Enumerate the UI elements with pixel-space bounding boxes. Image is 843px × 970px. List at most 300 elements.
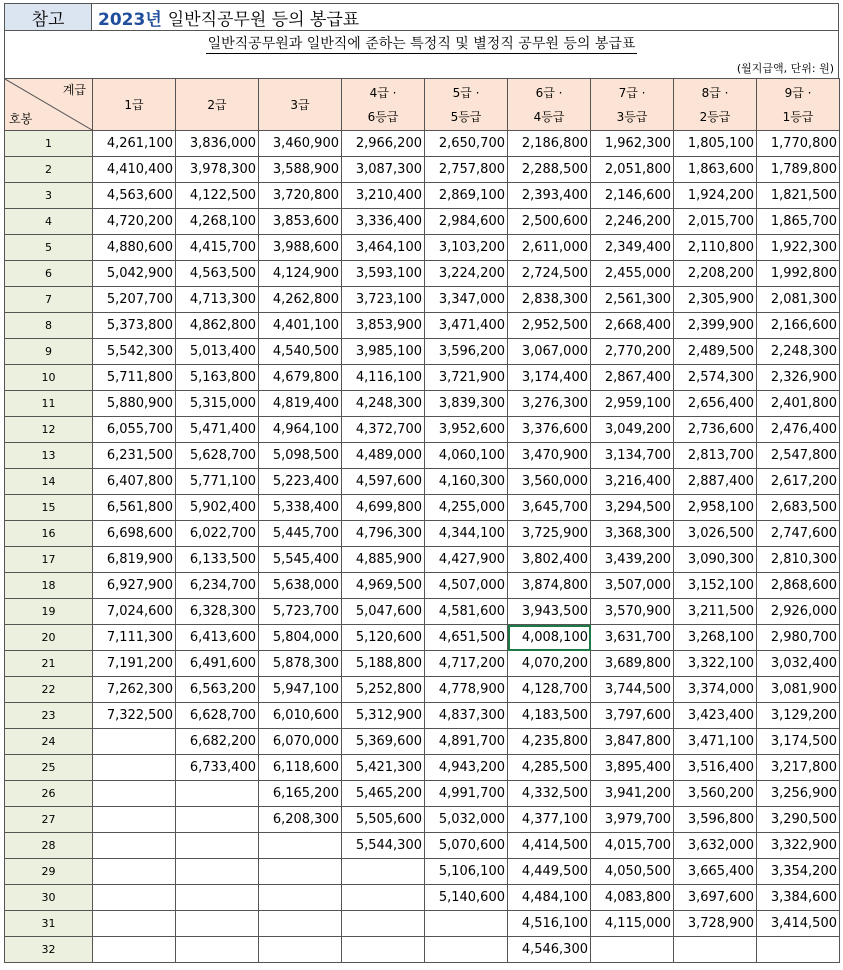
step-cell[interactable]: 5 bbox=[5, 235, 93, 261]
step-cell[interactable]: 16 bbox=[5, 521, 93, 547]
salary-cell[interactable]: 4,699,800 bbox=[342, 495, 425, 521]
salary-cell[interactable]: 2,650,700 bbox=[425, 131, 508, 157]
salary-cell[interactable]: 4,796,300 bbox=[342, 521, 425, 547]
salary-cell[interactable]: 4,122,500 bbox=[176, 183, 259, 209]
salary-cell[interactable]: 3,211,500 bbox=[674, 599, 757, 625]
salary-cell[interactable]: 3,216,400 bbox=[591, 469, 674, 495]
salary-cell[interactable]: 3,336,400 bbox=[342, 209, 425, 235]
salary-cell[interactable]: 6,010,600 bbox=[259, 703, 342, 729]
salary-cell[interactable]: 5,771,100 bbox=[176, 469, 259, 495]
salary-cell[interactable] bbox=[93, 729, 176, 755]
salary-cell[interactable]: 3,368,300 bbox=[591, 521, 674, 547]
step-cell[interactable]: 31 bbox=[5, 911, 93, 937]
salary-cell[interactable]: 5,373,800 bbox=[93, 313, 176, 339]
salary-cell[interactable]: 6,698,600 bbox=[93, 521, 176, 547]
salary-cell[interactable]: 4,679,800 bbox=[259, 365, 342, 391]
salary-cell[interactable]: 5,312,900 bbox=[342, 703, 425, 729]
salary-cell[interactable]: 4,581,600 bbox=[425, 599, 508, 625]
salary-cell[interactable]: 5,315,000 bbox=[176, 391, 259, 417]
salary-cell[interactable]: 3,414,500 bbox=[757, 911, 840, 937]
salary-cell[interactable]: 3,895,400 bbox=[591, 755, 674, 781]
salary-cell[interactable]: 2,810,300 bbox=[757, 547, 840, 573]
salary-cell[interactable]: 3,802,400 bbox=[508, 547, 591, 573]
step-cell[interactable]: 2 bbox=[5, 157, 93, 183]
salary-cell[interactable]: 4,285,500 bbox=[508, 755, 591, 781]
salary-cell[interactable] bbox=[342, 937, 425, 963]
salary-cell[interactable]: 2,747,600 bbox=[757, 521, 840, 547]
step-cell[interactable]: 8 bbox=[5, 313, 93, 339]
salary-cell[interactable]: 4,540,500 bbox=[259, 339, 342, 365]
salary-cell[interactable]: 2,952,500 bbox=[508, 313, 591, 339]
salary-cell[interactable]: 7,191,200 bbox=[93, 651, 176, 677]
salary-cell[interactable]: 5,545,400 bbox=[259, 547, 342, 573]
salary-cell[interactable]: 1,922,300 bbox=[757, 235, 840, 261]
salary-cell[interactable]: 2,959,100 bbox=[591, 391, 674, 417]
salary-cell[interactable]: 3,744,500 bbox=[591, 677, 674, 703]
salary-cell[interactable]: 4,449,500 bbox=[508, 859, 591, 885]
salary-cell[interactable]: 6,682,200 bbox=[176, 729, 259, 755]
step-cell[interactable]: 32 bbox=[5, 937, 93, 963]
salary-cell[interactable]: 5,723,700 bbox=[259, 599, 342, 625]
salary-cell[interactable]: 5,106,100 bbox=[425, 859, 508, 885]
salary-cell[interactable]: 5,120,600 bbox=[342, 625, 425, 651]
salary-cell[interactable]: 5,947,100 bbox=[259, 677, 342, 703]
step-cell[interactable]: 19 bbox=[5, 599, 93, 625]
salary-cell[interactable]: 3,460,900 bbox=[259, 131, 342, 157]
step-cell[interactable]: 14 bbox=[5, 469, 93, 495]
salary-cell[interactable]: 3,152,100 bbox=[674, 573, 757, 599]
salary-cell[interactable]: 5,544,300 bbox=[342, 833, 425, 859]
salary-cell[interactable]: 4,991,700 bbox=[425, 781, 508, 807]
salary-cell[interactable]: 3,256,900 bbox=[757, 781, 840, 807]
salary-cell[interactable]: 6,733,400 bbox=[176, 755, 259, 781]
salary-cell[interactable] bbox=[259, 885, 342, 911]
step-cell[interactable]: 1 bbox=[5, 131, 93, 157]
salary-cell[interactable]: 5,638,000 bbox=[259, 573, 342, 599]
salary-cell[interactable]: 2,869,100 bbox=[425, 183, 508, 209]
step-cell[interactable]: 24 bbox=[5, 729, 93, 755]
salary-cell[interactable]: 6,231,500 bbox=[93, 443, 176, 469]
salary-cell[interactable]: 3,952,600 bbox=[425, 417, 508, 443]
salary-cell[interactable]: 4,160,300 bbox=[425, 469, 508, 495]
salary-cell[interactable]: 2,399,900 bbox=[674, 313, 757, 339]
salary-cell[interactable]: 4,344,100 bbox=[425, 521, 508, 547]
salary-cell[interactable]: 4,717,200 bbox=[425, 651, 508, 677]
salary-cell[interactable]: 5,880,900 bbox=[93, 391, 176, 417]
salary-cell[interactable]: 4,060,100 bbox=[425, 443, 508, 469]
salary-cell[interactable]: 7,322,500 bbox=[93, 703, 176, 729]
salary-cell[interactable]: 2,611,000 bbox=[508, 235, 591, 261]
salary-cell[interactable]: 3,174,500 bbox=[757, 729, 840, 755]
salary-cell[interactable]: 3,471,100 bbox=[674, 729, 757, 755]
salary-cell[interactable]: 4,124,900 bbox=[259, 261, 342, 287]
salary-cell[interactable]: 3,978,300 bbox=[176, 157, 259, 183]
salary-cell[interactable]: 4,819,400 bbox=[259, 391, 342, 417]
salary-cell[interactable]: 5,070,600 bbox=[425, 833, 508, 859]
salary-cell[interactable]: 4,885,900 bbox=[342, 547, 425, 573]
salary-cell[interactable]: 4,427,900 bbox=[425, 547, 508, 573]
salary-cell[interactable]: 2,146,600 bbox=[591, 183, 674, 209]
salary-cell[interactable]: 3,689,800 bbox=[591, 651, 674, 677]
salary-cell[interactable]: 2,288,500 bbox=[508, 157, 591, 183]
salary-cell[interactable]: 2,500,600 bbox=[508, 209, 591, 235]
salary-cell[interactable]: 3,210,400 bbox=[342, 183, 425, 209]
salary-cell[interactable]: 3,570,900 bbox=[591, 599, 674, 625]
salary-cell[interactable]: 4,516,100 bbox=[508, 911, 591, 937]
salary-cell[interactable]: 4,255,000 bbox=[425, 495, 508, 521]
salary-cell[interactable]: 3,874,800 bbox=[508, 573, 591, 599]
salary-cell[interactable]: 4,083,800 bbox=[591, 885, 674, 911]
salary-cell[interactable]: 2,574,300 bbox=[674, 365, 757, 391]
salary-cell[interactable]: 3,632,000 bbox=[674, 833, 757, 859]
salary-cell[interactable]: 6,628,700 bbox=[176, 703, 259, 729]
salary-cell[interactable]: 3,134,700 bbox=[591, 443, 674, 469]
salary-cell[interactable]: 6,055,700 bbox=[93, 417, 176, 443]
salary-cell[interactable]: 6,407,800 bbox=[93, 469, 176, 495]
salary-cell[interactable] bbox=[93, 807, 176, 833]
salary-cell[interactable]: 4,248,300 bbox=[342, 391, 425, 417]
salary-cell[interactable]: 5,013,400 bbox=[176, 339, 259, 365]
salary-cell[interactable] bbox=[176, 885, 259, 911]
salary-cell[interactable]: 3,174,400 bbox=[508, 365, 591, 391]
salary-cell[interactable]: 6,022,700 bbox=[176, 521, 259, 547]
salary-cell[interactable]: 4,262,800 bbox=[259, 287, 342, 313]
salary-cell[interactable]: 6,133,500 bbox=[176, 547, 259, 573]
salary-cell[interactable]: 6,328,300 bbox=[176, 599, 259, 625]
salary-cell[interactable]: 2,393,400 bbox=[508, 183, 591, 209]
salary-cell[interactable] bbox=[425, 911, 508, 937]
step-cell[interactable]: 27 bbox=[5, 807, 93, 833]
salary-cell[interactable] bbox=[342, 885, 425, 911]
salary-cell[interactable]: 3,593,100 bbox=[342, 261, 425, 287]
salary-cell[interactable]: 3,665,400 bbox=[674, 859, 757, 885]
step-cell[interactable]: 12 bbox=[5, 417, 93, 443]
salary-cell[interactable]: 5,369,600 bbox=[342, 729, 425, 755]
salary-cell[interactable]: 4,332,500 bbox=[508, 781, 591, 807]
salary-cell[interactable]: 2,051,800 bbox=[591, 157, 674, 183]
step-cell[interactable]: 29 bbox=[5, 859, 93, 885]
salary-cell[interactable]: 2,547,800 bbox=[757, 443, 840, 469]
salary-cell[interactable]: 3,596,200 bbox=[425, 339, 508, 365]
step-cell[interactable]: 17 bbox=[5, 547, 93, 573]
salary-cell[interactable]: 2,770,200 bbox=[591, 339, 674, 365]
salary-cell[interactable]: 2,186,800 bbox=[508, 131, 591, 157]
salary-cell[interactable]: 4,183,500 bbox=[508, 703, 591, 729]
salary-cell[interactable]: 4,115,000 bbox=[591, 911, 674, 937]
salary-cell[interactable]: 4,969,500 bbox=[342, 573, 425, 599]
salary-cell[interactable] bbox=[176, 911, 259, 937]
salary-cell[interactable]: 4,563,600 bbox=[93, 183, 176, 209]
step-cell[interactable]: 11 bbox=[5, 391, 93, 417]
salary-cell[interactable] bbox=[93, 885, 176, 911]
salary-cell[interactable]: 3,979,700 bbox=[591, 807, 674, 833]
salary-cell[interactable] bbox=[259, 859, 342, 885]
salary-cell[interactable]: 5,445,700 bbox=[259, 521, 342, 547]
salary-cell[interactable]: 3,322,900 bbox=[757, 833, 840, 859]
step-cell[interactable]: 21 bbox=[5, 651, 93, 677]
salary-cell[interactable]: 5,711,800 bbox=[93, 365, 176, 391]
salary-cell[interactable]: 6,165,200 bbox=[259, 781, 342, 807]
salary-cell[interactable]: 3,853,900 bbox=[342, 313, 425, 339]
salary-cell[interactable] bbox=[176, 937, 259, 963]
salary-cell[interactable]: 4,651,500 bbox=[425, 625, 508, 651]
salary-cell[interactable]: 3,103,200 bbox=[425, 235, 508, 261]
salary-cell[interactable]: 4,008,100 bbox=[508, 625, 591, 651]
salary-cell[interactable]: 5,163,800 bbox=[176, 365, 259, 391]
salary-cell[interactable]: 2,724,500 bbox=[508, 261, 591, 287]
salary-cell[interactable] bbox=[93, 755, 176, 781]
salary-cell[interactable]: 3,723,100 bbox=[342, 287, 425, 313]
salary-cell[interactable]: 2,015,700 bbox=[674, 209, 757, 235]
salary-cell[interactable]: 5,140,600 bbox=[425, 885, 508, 911]
salary-cell[interactable]: 3,631,700 bbox=[591, 625, 674, 651]
salary-cell[interactable]: 1,992,800 bbox=[757, 261, 840, 287]
salary-cell[interactable]: 4,837,300 bbox=[425, 703, 508, 729]
salary-cell[interactable]: 6,118,600 bbox=[259, 755, 342, 781]
salary-cell[interactable]: 5,032,000 bbox=[425, 807, 508, 833]
salary-cell[interactable]: 3,294,500 bbox=[591, 495, 674, 521]
step-cell[interactable]: 13 bbox=[5, 443, 93, 469]
salary-cell[interactable]: 5,207,700 bbox=[93, 287, 176, 313]
salary-cell[interactable]: 4,489,000 bbox=[342, 443, 425, 469]
salary-cell[interactable]: 3,423,400 bbox=[674, 703, 757, 729]
salary-cell[interactable]: 3,217,800 bbox=[757, 755, 840, 781]
salary-cell[interactable]: 3,276,300 bbox=[508, 391, 591, 417]
step-cell[interactable]: 26 bbox=[5, 781, 93, 807]
salary-cell[interactable]: 5,628,700 bbox=[176, 443, 259, 469]
salary-cell[interactable]: 5,098,500 bbox=[259, 443, 342, 469]
salary-cell[interactable]: 5,471,400 bbox=[176, 417, 259, 443]
salary-cell[interactable]: 2,081,300 bbox=[757, 287, 840, 313]
salary-cell[interactable]: 3,697,600 bbox=[674, 885, 757, 911]
salary-cell[interactable]: 3,720,800 bbox=[259, 183, 342, 209]
salary-cell[interactable]: 2,401,800 bbox=[757, 391, 840, 417]
salary-cell[interactable]: 2,980,700 bbox=[757, 625, 840, 651]
salary-cell[interactable] bbox=[176, 781, 259, 807]
salary-cell[interactable] bbox=[342, 911, 425, 937]
salary-cell[interactable]: 3,464,100 bbox=[342, 235, 425, 261]
salary-cell[interactable]: 3,988,600 bbox=[259, 235, 342, 261]
salary-cell[interactable]: 3,728,900 bbox=[674, 911, 757, 937]
salary-cell[interactable]: 2,966,200 bbox=[342, 131, 425, 157]
step-cell[interactable]: 28 bbox=[5, 833, 93, 859]
salary-cell[interactable]: 6,234,700 bbox=[176, 573, 259, 599]
salary-cell[interactable]: 2,248,300 bbox=[757, 339, 840, 365]
salary-cell[interactable]: 4,891,700 bbox=[425, 729, 508, 755]
salary-cell[interactable]: 4,414,500 bbox=[508, 833, 591, 859]
salary-cell[interactable]: 1,770,800 bbox=[757, 131, 840, 157]
step-cell[interactable]: 30 bbox=[5, 885, 93, 911]
salary-cell[interactable]: 6,819,900 bbox=[93, 547, 176, 573]
salary-cell[interactable]: 3,507,000 bbox=[591, 573, 674, 599]
salary-cell[interactable]: 3,087,300 bbox=[342, 157, 425, 183]
salary-cell[interactable]: 3,471,400 bbox=[425, 313, 508, 339]
salary-cell[interactable]: 3,725,900 bbox=[508, 521, 591, 547]
salary-cell[interactable]: 3,645,700 bbox=[508, 495, 591, 521]
salary-cell[interactable]: 1,865,700 bbox=[757, 209, 840, 235]
step-cell[interactable]: 3 bbox=[5, 183, 93, 209]
salary-cell[interactable]: 3,224,200 bbox=[425, 261, 508, 287]
salary-cell[interactable]: 3,081,900 bbox=[757, 677, 840, 703]
salary-cell[interactable]: 2,813,700 bbox=[674, 443, 757, 469]
salary-cell[interactable]: 2,838,300 bbox=[508, 287, 591, 313]
salary-cell[interactable]: 4,597,600 bbox=[342, 469, 425, 495]
salary-cell[interactable] bbox=[93, 833, 176, 859]
salary-cell[interactable]: 1,789,800 bbox=[757, 157, 840, 183]
salary-cell[interactable]: 2,683,500 bbox=[757, 495, 840, 521]
salary-cell[interactable]: 5,878,300 bbox=[259, 651, 342, 677]
salary-cell[interactable]: 2,489,500 bbox=[674, 339, 757, 365]
salary-cell[interactable]: 5,338,400 bbox=[259, 495, 342, 521]
step-cell[interactable]: 6 bbox=[5, 261, 93, 287]
salary-cell[interactable]: 1,962,300 bbox=[591, 131, 674, 157]
salary-cell[interactable]: 2,984,600 bbox=[425, 209, 508, 235]
salary-cell[interactable]: 4,268,100 bbox=[176, 209, 259, 235]
salary-cell[interactable]: 4,372,700 bbox=[342, 417, 425, 443]
salary-cell[interactable]: 3,268,100 bbox=[674, 625, 757, 651]
salary-cell[interactable] bbox=[176, 859, 259, 885]
salary-cell[interactable]: 5,542,300 bbox=[93, 339, 176, 365]
salary-cell[interactable]: 4,713,300 bbox=[176, 287, 259, 313]
salary-cell[interactable]: 3,384,600 bbox=[757, 885, 840, 911]
salary-cell[interactable]: 3,090,300 bbox=[674, 547, 757, 573]
salary-cell[interactable]: 3,516,400 bbox=[674, 755, 757, 781]
salary-cell[interactable]: 5,188,800 bbox=[342, 651, 425, 677]
step-cell[interactable]: 23 bbox=[5, 703, 93, 729]
salary-cell[interactable]: 1,821,500 bbox=[757, 183, 840, 209]
salary-cell[interactable]: 4,507,000 bbox=[425, 573, 508, 599]
salary-cell[interactable]: 5,804,000 bbox=[259, 625, 342, 651]
salary-cell[interactable]: 3,985,100 bbox=[342, 339, 425, 365]
salary-cell[interactable]: 3,797,600 bbox=[591, 703, 674, 729]
salary-cell[interactable]: 5,505,600 bbox=[342, 807, 425, 833]
salary-cell[interactable]: 4,563,500 bbox=[176, 261, 259, 287]
salary-cell[interactable]: 2,476,400 bbox=[757, 417, 840, 443]
salary-cell[interactable] bbox=[342, 859, 425, 885]
salary-cell[interactable]: 6,413,600 bbox=[176, 625, 259, 651]
salary-cell[interactable]: 4,116,100 bbox=[342, 365, 425, 391]
salary-cell[interactable]: 4,070,200 bbox=[508, 651, 591, 677]
salary-cell[interactable] bbox=[93, 781, 176, 807]
salary-cell[interactable]: 6,208,300 bbox=[259, 807, 342, 833]
salary-cell[interactable]: 4,410,400 bbox=[93, 157, 176, 183]
salary-cell[interactable]: 3,026,500 bbox=[674, 521, 757, 547]
salary-cell[interactable]: 2,208,200 bbox=[674, 261, 757, 287]
salary-cell[interactable] bbox=[259, 911, 342, 937]
step-cell[interactable]: 20 bbox=[5, 625, 93, 651]
salary-cell[interactable]: 3,376,600 bbox=[508, 417, 591, 443]
salary-cell[interactable]: 2,617,200 bbox=[757, 469, 840, 495]
salary-cell[interactable]: 2,887,400 bbox=[674, 469, 757, 495]
step-cell[interactable]: 4 bbox=[5, 209, 93, 235]
salary-cell[interactable]: 2,246,200 bbox=[591, 209, 674, 235]
step-cell[interactable]: 7 bbox=[5, 287, 93, 313]
salary-cell[interactable]: 3,560,000 bbox=[508, 469, 591, 495]
salary-cell[interactable]: 4,261,100 bbox=[93, 131, 176, 157]
salary-cell[interactable]: 4,778,900 bbox=[425, 677, 508, 703]
salary-cell[interactable]: 3,290,500 bbox=[757, 807, 840, 833]
salary-cell[interactable] bbox=[93, 937, 176, 963]
salary-cell[interactable] bbox=[259, 833, 342, 859]
step-cell[interactable]: 10 bbox=[5, 365, 93, 391]
salary-cell[interactable]: 3,374,000 bbox=[674, 677, 757, 703]
salary-cell[interactable]: 3,596,800 bbox=[674, 807, 757, 833]
salary-cell[interactable]: 5,042,900 bbox=[93, 261, 176, 287]
salary-cell[interactable]: 3,560,200 bbox=[674, 781, 757, 807]
step-cell[interactable]: 25 bbox=[5, 755, 93, 781]
salary-cell[interactable]: 2,305,900 bbox=[674, 287, 757, 313]
step-cell[interactable]: 15 bbox=[5, 495, 93, 521]
salary-cell[interactable]: 5,421,300 bbox=[342, 755, 425, 781]
salary-cell[interactable]: 3,129,200 bbox=[757, 703, 840, 729]
salary-cell[interactable]: 2,326,900 bbox=[757, 365, 840, 391]
salary-cell[interactable]: 3,322,100 bbox=[674, 651, 757, 677]
salary-cell[interactable]: 1,924,200 bbox=[674, 183, 757, 209]
salary-cell[interactable]: 2,926,000 bbox=[757, 599, 840, 625]
salary-cell[interactable]: 3,049,200 bbox=[591, 417, 674, 443]
salary-cell[interactable] bbox=[591, 937, 674, 963]
salary-cell[interactable]: 6,491,600 bbox=[176, 651, 259, 677]
salary-cell[interactable]: 2,166,600 bbox=[757, 313, 840, 339]
salary-cell[interactable]: 4,377,100 bbox=[508, 807, 591, 833]
salary-cell[interactable] bbox=[93, 859, 176, 885]
salary-cell[interactable]: 4,720,200 bbox=[93, 209, 176, 235]
salary-cell[interactable]: 4,050,500 bbox=[591, 859, 674, 885]
salary-cell[interactable]: 4,546,300 bbox=[508, 937, 591, 963]
salary-cell[interactable]: 6,563,200 bbox=[176, 677, 259, 703]
salary-cell[interactable]: 4,880,600 bbox=[93, 235, 176, 261]
salary-cell[interactable]: 2,561,300 bbox=[591, 287, 674, 313]
salary-cell[interactable]: 2,757,800 bbox=[425, 157, 508, 183]
salary-cell[interactable]: 4,943,200 bbox=[425, 755, 508, 781]
salary-cell[interactable]: 7,111,300 bbox=[93, 625, 176, 651]
salary-cell[interactable]: 4,015,700 bbox=[591, 833, 674, 859]
salary-cell[interactable]: 5,223,400 bbox=[259, 469, 342, 495]
salary-cell[interactable]: 2,958,100 bbox=[674, 495, 757, 521]
salary-cell[interactable]: 3,470,900 bbox=[508, 443, 591, 469]
salary-cell[interactable] bbox=[425, 937, 508, 963]
step-cell[interactable]: 22 bbox=[5, 677, 93, 703]
salary-cell[interactable]: 1,863,600 bbox=[674, 157, 757, 183]
salary-cell[interactable]: 2,867,400 bbox=[591, 365, 674, 391]
salary-cell[interactable]: 3,853,600 bbox=[259, 209, 342, 235]
salary-cell[interactable]: 2,668,400 bbox=[591, 313, 674, 339]
salary-cell[interactable]: 6,070,000 bbox=[259, 729, 342, 755]
salary-cell[interactable]: 3,941,200 bbox=[591, 781, 674, 807]
salary-cell[interactable]: 3,943,500 bbox=[508, 599, 591, 625]
salary-cell[interactable]: 4,401,100 bbox=[259, 313, 342, 339]
salary-cell[interactable]: 4,235,800 bbox=[508, 729, 591, 755]
salary-cell[interactable]: 3,847,800 bbox=[591, 729, 674, 755]
step-cell[interactable]: 18 bbox=[5, 573, 93, 599]
salary-cell[interactable]: 5,047,600 bbox=[342, 599, 425, 625]
salary-cell[interactable]: 7,024,600 bbox=[93, 599, 176, 625]
salary-cell[interactable]: 4,128,700 bbox=[508, 677, 591, 703]
salary-cell[interactable]: 7,262,300 bbox=[93, 677, 176, 703]
salary-cell[interactable] bbox=[259, 937, 342, 963]
salary-cell[interactable]: 4,484,100 bbox=[508, 885, 591, 911]
salary-cell[interactable]: 5,465,200 bbox=[342, 781, 425, 807]
salary-cell[interactable] bbox=[757, 937, 840, 963]
salary-cell[interactable]: 2,868,600 bbox=[757, 573, 840, 599]
salary-cell[interactable]: 4,862,800 bbox=[176, 313, 259, 339]
salary-cell[interactable]: 2,656,400 bbox=[674, 391, 757, 417]
salary-cell[interactable]: 1,805,100 bbox=[674, 131, 757, 157]
salary-cell[interactable]: 3,347,000 bbox=[425, 287, 508, 313]
salary-cell[interactable]: 3,836,000 bbox=[176, 131, 259, 157]
salary-cell[interactable]: 2,110,800 bbox=[674, 235, 757, 261]
salary-cell[interactable]: 3,067,000 bbox=[508, 339, 591, 365]
